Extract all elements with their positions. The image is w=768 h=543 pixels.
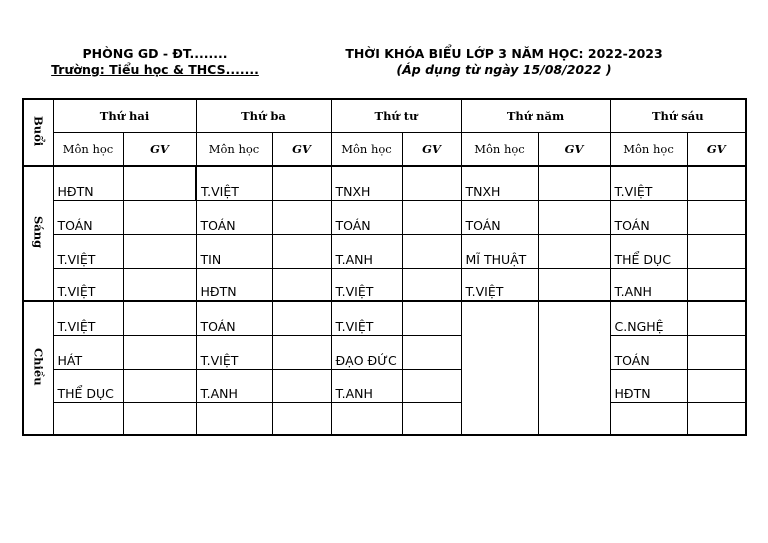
session-label-morning: Sáng xyxy=(23,166,53,301)
subject-cell: THỂ DỤC xyxy=(53,369,123,402)
day-header: Thứ hai xyxy=(53,99,196,132)
subject-cell: TOÁN xyxy=(53,200,123,234)
subject-cell-empty xyxy=(196,402,272,435)
day-header: Thứ tư xyxy=(331,99,461,132)
teacher-cell xyxy=(687,234,746,268)
subject-cell: TNXH xyxy=(461,166,538,200)
subject-header: Môn học xyxy=(610,132,687,166)
teacher-cell xyxy=(402,369,461,402)
teacher-cell xyxy=(402,200,461,234)
teacher-cell xyxy=(538,301,610,435)
teacher-cell xyxy=(687,402,746,435)
teacher-header: GV xyxy=(687,132,746,166)
teacher-cell xyxy=(402,234,461,268)
teacher-cell xyxy=(538,166,610,200)
day-header-row xyxy=(23,99,746,132)
timetable-header xyxy=(318,46,690,78)
teacher-cell xyxy=(123,369,196,402)
teacher-cell xyxy=(272,402,331,435)
teacher-cell xyxy=(272,200,331,234)
subject-cell: TOÁN xyxy=(461,200,538,234)
teacher-cell xyxy=(538,234,610,268)
subject-cell: C.NGHỆ xyxy=(610,301,687,335)
teacher-cell xyxy=(538,200,610,234)
teacher-cell xyxy=(538,268,610,301)
school-name: Trường: Tiểu học & THCS....... xyxy=(51,62,259,77)
subject-cell: TOÁN xyxy=(610,335,687,369)
subject-cell: TOÁN xyxy=(610,200,687,234)
teacher-cell xyxy=(123,234,196,268)
subject-cell: HĐTN xyxy=(53,166,123,200)
teacher-cell xyxy=(687,335,746,369)
subject-cell: MĨ THUẬT xyxy=(461,234,538,268)
column-header-row xyxy=(23,132,746,166)
subject-cell-empty xyxy=(461,301,538,435)
teacher-cell xyxy=(272,301,331,335)
subject-header: Môn học xyxy=(196,132,272,166)
table-row xyxy=(23,200,746,234)
day-header: Thứ ba xyxy=(196,99,331,132)
subject-cell: T.ANH xyxy=(331,369,402,402)
teacher-cell xyxy=(402,335,461,369)
subject-cell: HĐTN xyxy=(610,369,687,402)
subject-cell: T.VIỆT xyxy=(461,268,538,301)
subject-cell: TIN xyxy=(196,234,272,268)
teacher-header: GV xyxy=(402,132,461,166)
subject-cell: ĐẠO ĐỨC xyxy=(331,335,402,369)
subject-cell: T.VIỆT xyxy=(53,301,123,335)
table-row xyxy=(23,234,746,268)
teacher-cell xyxy=(402,166,461,200)
page-subtitle: (Áp dụng từ ngày 15/08/2022 ) xyxy=(396,62,612,77)
subject-cell: T.VIỆT xyxy=(196,335,272,369)
teacher-cell xyxy=(272,166,331,200)
teacher-cell xyxy=(123,301,196,335)
teacher-header: GV xyxy=(538,132,610,166)
subject-cell: TOÁN xyxy=(331,200,402,234)
subject-cell-empty xyxy=(331,402,402,435)
teacher-cell xyxy=(687,166,746,200)
school-header xyxy=(40,46,270,78)
table-row xyxy=(23,268,746,301)
table-row xyxy=(23,369,746,402)
subject-cell: HÁT xyxy=(53,335,123,369)
page-title: THỜI KHÓA BIỂU LỚP 3 NĂM HỌC: 2022-2023 xyxy=(345,46,663,61)
subject-cell: T.VIỆT xyxy=(196,166,272,200)
subject-header: Môn học xyxy=(53,132,123,166)
subject-cell: THỂ DỤC xyxy=(610,234,687,268)
teacher-cell xyxy=(123,200,196,234)
teacher-cell xyxy=(402,268,461,301)
department-name: PHÒNG GD - ĐT........ xyxy=(82,46,228,61)
teacher-cell xyxy=(687,301,746,335)
session-label-afternoon: Chiều xyxy=(23,301,53,435)
table-row xyxy=(23,335,746,369)
teacher-cell xyxy=(272,234,331,268)
table-row xyxy=(23,166,746,200)
teacher-cell xyxy=(123,166,196,200)
teacher-cell xyxy=(402,402,461,435)
subject-header: Môn học xyxy=(461,132,538,166)
subject-cell: T.VIỆT xyxy=(53,268,123,301)
teacher-cell xyxy=(123,268,196,301)
day-header: Thứ năm xyxy=(461,99,610,132)
subject-cell: T.ANH xyxy=(331,234,402,268)
subject-cell: TOÁN xyxy=(196,200,272,234)
subject-cell: T.VIỆT xyxy=(331,301,402,335)
subject-cell: TOÁN xyxy=(196,301,272,335)
subject-cell: HĐTN xyxy=(196,268,272,301)
teacher-header: GV xyxy=(123,132,196,166)
subject-cell: T.VIỆT xyxy=(53,234,123,268)
subject-cell: TNXH xyxy=(331,166,402,200)
teacher-cell xyxy=(687,268,746,301)
teacher-cell xyxy=(272,268,331,301)
subject-cell: T.VIỆT xyxy=(331,268,402,301)
teacher-cell xyxy=(687,200,746,234)
teacher-header: GV xyxy=(272,132,331,166)
teacher-cell xyxy=(123,335,196,369)
subject-cell-empty xyxy=(53,402,123,435)
teacher-cell xyxy=(123,402,196,435)
table-row xyxy=(23,301,746,335)
subject-cell-empty xyxy=(610,402,687,435)
table-row xyxy=(23,402,746,435)
timetable xyxy=(22,98,747,436)
teacher-cell xyxy=(272,335,331,369)
subject-header: Môn học xyxy=(331,132,402,166)
teacher-cell xyxy=(402,301,461,335)
subject-cell: T.ANH xyxy=(196,369,272,402)
teacher-cell xyxy=(687,369,746,402)
day-header: Thứ sáu xyxy=(610,99,746,132)
subject-cell: T.VIỆT xyxy=(610,166,687,200)
subject-cell: T.ANH xyxy=(610,268,687,301)
teacher-cell xyxy=(272,369,331,402)
session-header: Buổi xyxy=(23,99,53,166)
